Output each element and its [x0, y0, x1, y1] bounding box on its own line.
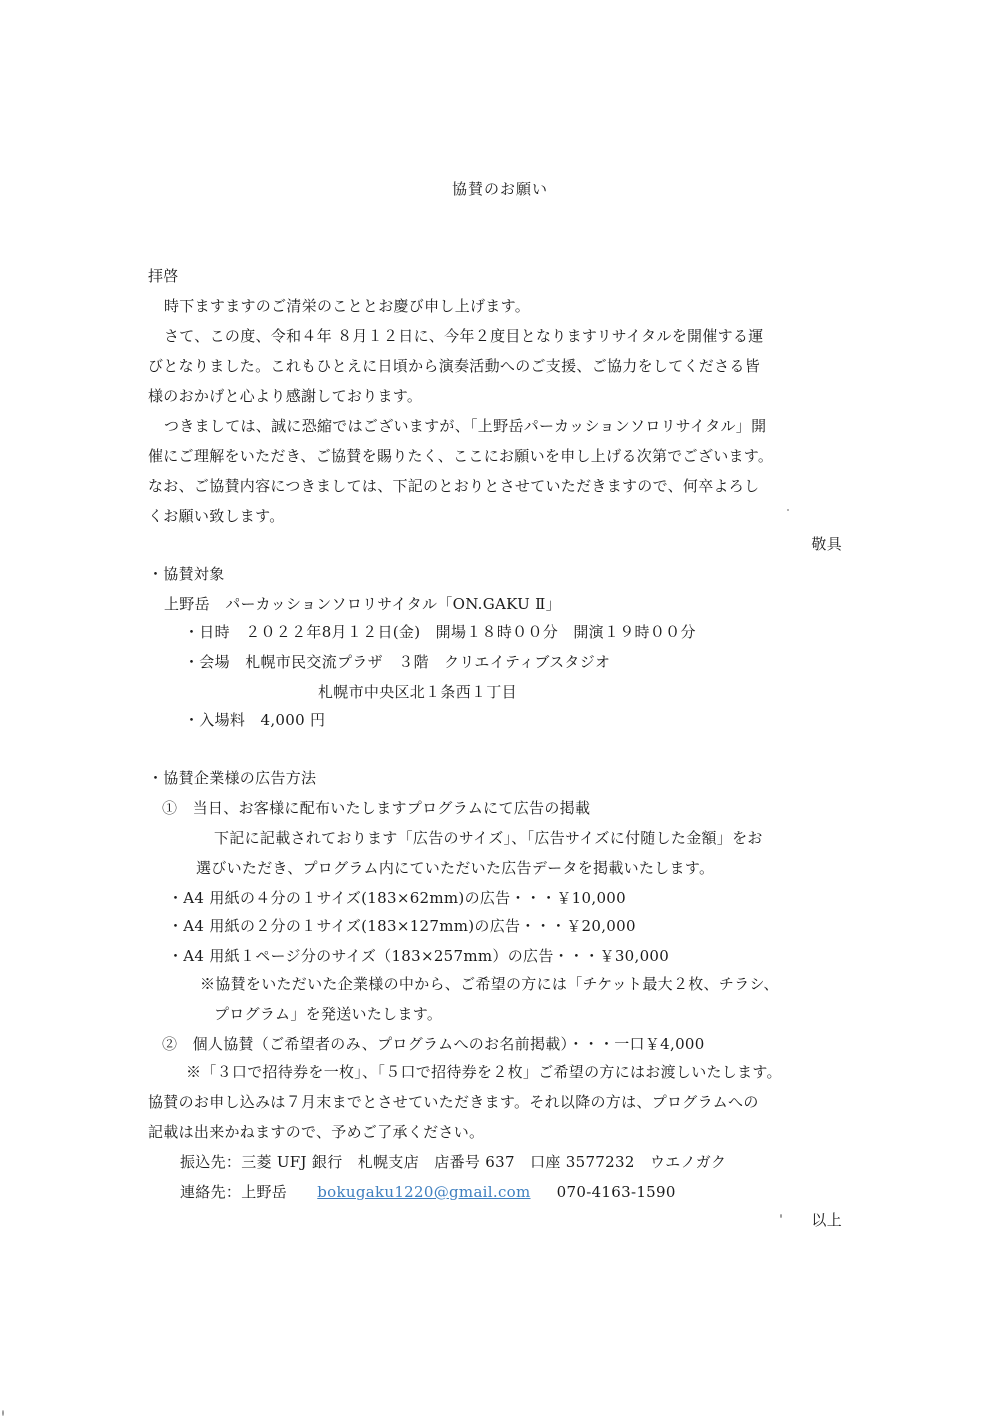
end-ijou: 以上: [811, 1211, 842, 1229]
body-paragraph-3-line-4: くお願い致します。: [148, 507, 285, 525]
ad-size-half: ・A4 用紙の２分の１サイズ(183×127mm)の広告・・・￥20,000: [168, 917, 636, 935]
ads-note-line-1: ※協賛をいただいた企業様の中から、ご希望の方には「チケット最大２枚、チラシ、: [200, 975, 779, 993]
target-venue: ・会場 札幌市民交流プラザ ３階 クリエイティブスタジオ: [184, 653, 611, 671]
ad-size-full: ・A4 用紙１ページ分のサイズ（183×257mm）の広告・・・￥30,000: [168, 947, 670, 965]
transfer-info: 振込先：三菱 UFJ 銀行 札幌支店 店番号 637 口座 3577232 ウエノガク: [180, 1153, 727, 1171]
ads-item-2-note: ※「３口で招待券を一枚」、「５口で招待券を２枚」ご希望の方にはお渡しいたします。: [186, 1063, 782, 1081]
ads-item-1-description-line-1: 下記に記載されております「広告のサイズ」、「広告サイズに付随した金額」をお: [214, 829, 763, 847]
target-fee: ・入場料 4,000 円: [184, 711, 326, 729]
contact-label: 連絡先：上野岳: [180, 1183, 288, 1201]
target-address: 札幌市中央区北１条西１丁目: [318, 683, 517, 701]
body-paragraph-2-line-3: 様のおかげと心より感謝しております。: [148, 387, 423, 405]
greeting: 拝啓: [148, 267, 179, 285]
target-event-name: 上野岳 パーカッションソロリサイタル「ON.GAKU Ⅱ」: [164, 595, 561, 613]
body-paragraph-3-line-3: なお、ご協賛内容につきましては、下記のとおりとさせていただきますので、何卒よろし: [148, 477, 760, 495]
target-datetime: ・日時 ２０２２年8月１２日(金) 開場１８時００分 開演１９時００分: [184, 623, 696, 641]
body-paragraph-2-line-2: びとなりました。これもひとえに日頃から演奏活動へのご支援、ご協力をしてくださる皆: [148, 357, 761, 375]
body-paragraph-2-line-1: さて、この度、令和４年 ８月１２日に、今年２度目となりますリサイタルを開催する運: [164, 327, 764, 345]
scan-speck: [780, 1214, 782, 1218]
contact-phone: 070-4163-1590: [556, 1183, 676, 1201]
scan-speck: [787, 509, 789, 511]
ads-item-2: ② 個人協賛（ご希望者のみ、プログラムへのお名前掲載）・・・一口￥4,000: [162, 1035, 705, 1053]
body-paragraph-3-line-2: 催にご理解をいただき、ご協賛を賜りたく、ここにお願いを申し上げる次第でございます。: [148, 447, 774, 465]
deadline-line-1: 協賛のお申し込みは７月末までとさせていただきます。それ以降の方は、プログラムへの: [148, 1093, 759, 1111]
document-title: 協賛のお願い: [451, 180, 548, 198]
ads-heading: ・協賛企業様の広告方法: [148, 769, 317, 787]
ads-note-line-2: プログラム」を発送いたします。: [214, 1005, 443, 1023]
scan-speck: [2, 1410, 4, 1416]
contact-info: [180, 1182, 676, 1202]
body-paragraph-1: 時下ますますのご清栄のこととお慶び申し上げます。: [164, 297, 531, 315]
ads-item-1-description-line-2: 選びいただき、プログラム内にていただいた広告データを掲載いたします。: [196, 859, 715, 877]
target-heading: ・協賛対象: [148, 565, 225, 583]
ads-item-1: ① 当日、お客様に配布いたしますプログラムにて広告の掲載: [162, 799, 591, 817]
contact-email-link[interactable]: bokugaku1220@gmail.com: [317, 1183, 531, 1201]
ad-size-quarter: ・A4 用紙の４分の１サイズ(183×62mm)の広告・・・￥10,000: [168, 889, 626, 907]
deadline-line-2: 記載は出来かねますので、予めご了承ください。: [148, 1123, 485, 1141]
body-paragraph-3-line-1: つきましては、誠に恐縮ではございますが、「上野岳パーカッションソロリサイタル」開: [164, 417, 767, 435]
closing-keigu: 敬具: [811, 535, 842, 553]
